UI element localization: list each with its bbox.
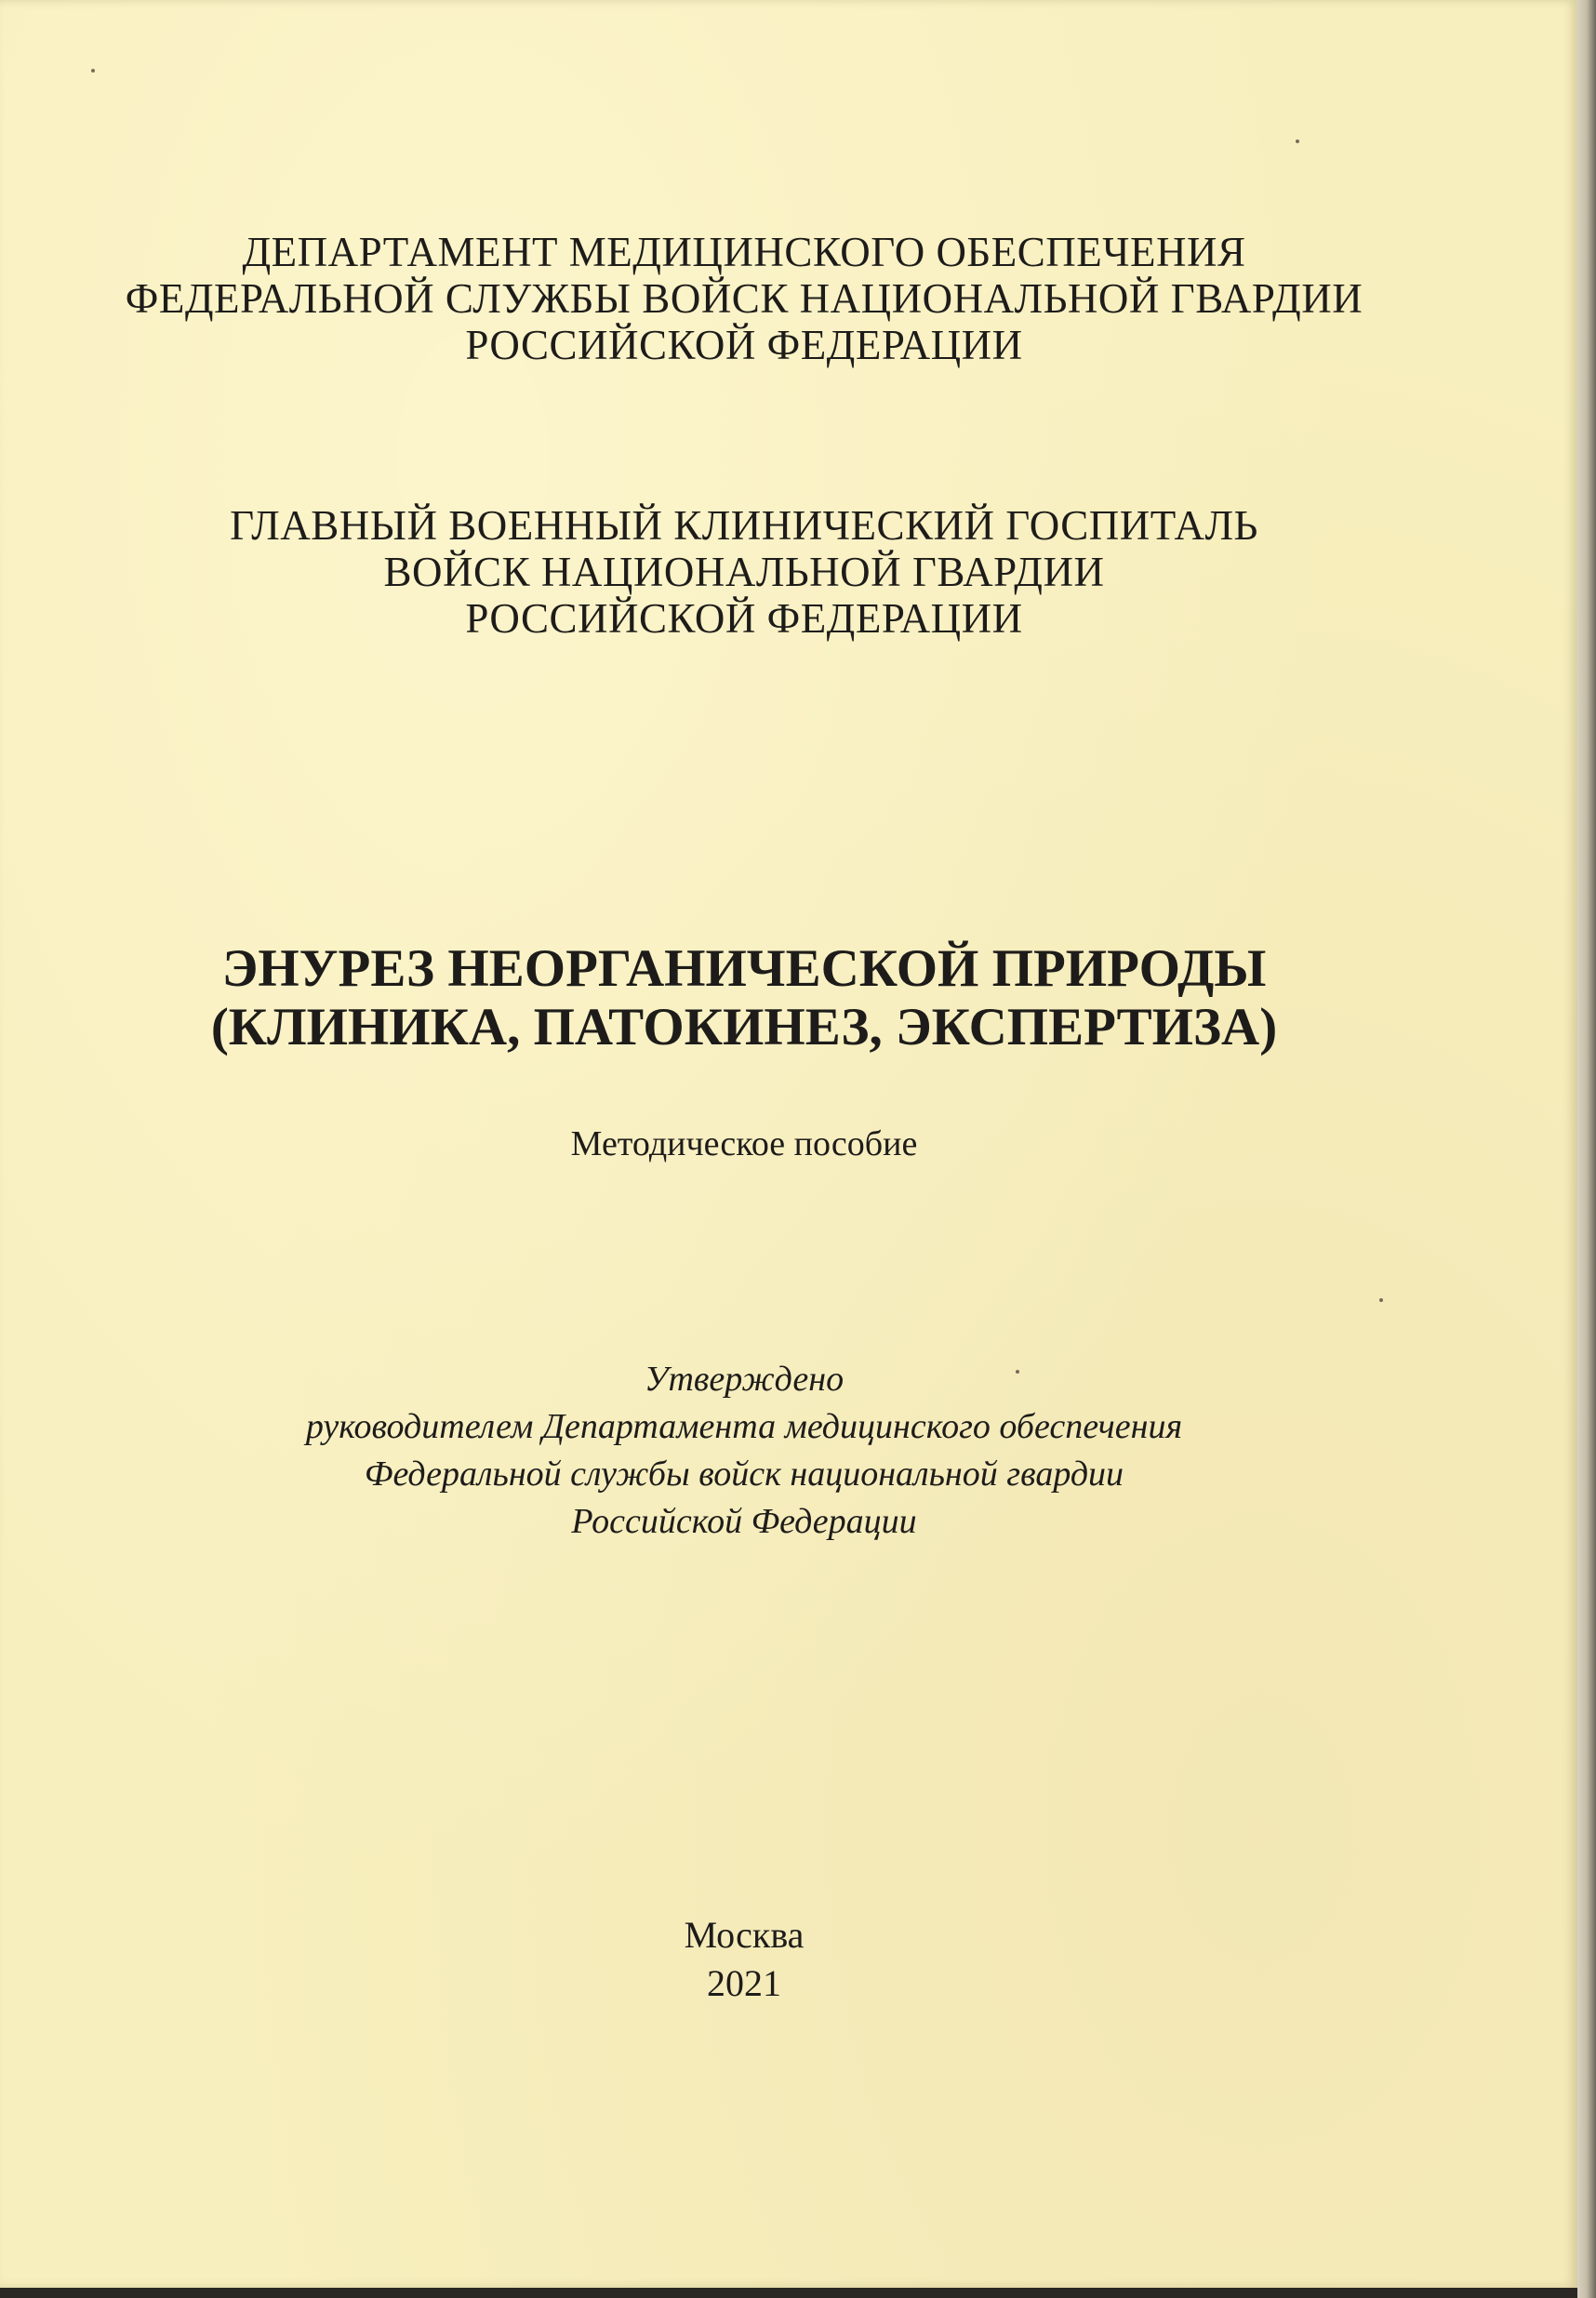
paper-speck bbox=[91, 69, 95, 73]
paper-speck bbox=[1016, 1370, 1019, 1374]
department-line-1: ДЕПАРТАМЕНТ МЕДИЦИНСКОГО ОБЕСПЕЧЕНИЯ bbox=[242, 229, 1246, 275]
approval-line-2: руководителем Департамента медицинского обеспечения bbox=[305, 1407, 1183, 1446]
approval-line-3: Федеральной службы войск национальной гвардии bbox=[364, 1455, 1124, 1494]
title-line-1: ЭНУРЕЗ НЕОРГАНИЧЕСКОЙ ПРИРОДЫ bbox=[221, 939, 1267, 998]
hospital-line-2: ВОЙСК НАЦИОНАЛЬНОЙ ГВАРДИИ bbox=[383, 549, 1105, 595]
publication-city: Москва bbox=[684, 1914, 805, 1956]
approval-note bbox=[0, 1356, 1488, 1546]
document-title bbox=[0, 939, 1488, 1056]
approval-line-1: Утверждено bbox=[644, 1360, 845, 1399]
paper-speck bbox=[1296, 139, 1299, 143]
document-subtitle: Методическое пособие bbox=[570, 1124, 918, 1163]
paper-speck bbox=[1379, 1298, 1383, 1302]
page-edge bbox=[1577, 0, 1596, 2298]
publication-info bbox=[0, 1911, 1488, 2008]
publication-year: 2021 bbox=[707, 1962, 781, 2004]
title-line-2: (КЛИНИКА, ПАТОКИНЕЗ, ЭКСПЕРТИЗА) bbox=[210, 998, 1278, 1056]
department-line-3: РОССИЙСКОЙ ФЕДЕРАЦИИ bbox=[465, 322, 1023, 368]
approval-line-4: Российской Федерации bbox=[571, 1502, 917, 1541]
hospital-line-3: РОССИЙСКОЙ ФЕДЕРАЦИИ bbox=[465, 595, 1023, 642]
department-header bbox=[0, 229, 1488, 368]
hospital-line-1: ГЛАВНЫЙ ВОЕННЫЙ КЛИНИЧЕСКИЙ ГОСПИТАЛЬ bbox=[230, 502, 1258, 549]
hospital-header bbox=[0, 502, 1488, 642]
department-line-2: ФЕДЕРАЛЬНОЙ СЛУЖБЫ ВОЙСК НАЦИОНАЛЬНОЙ ГВАРДИИ bbox=[125, 275, 1363, 322]
